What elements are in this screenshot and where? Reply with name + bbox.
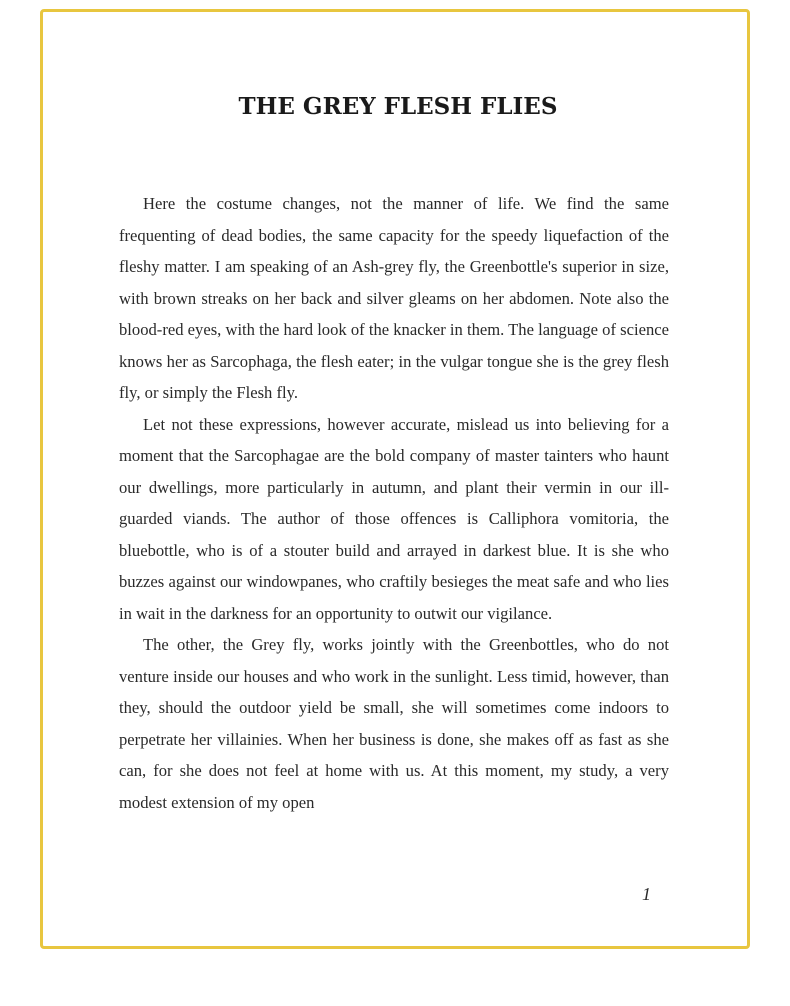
page-title: THE GREY FLESH FLIES <box>238 93 558 120</box>
paragraph-3: The other, the Grey fly, works jointly with the Greenbottles, who do not venture inside our houses and who work in the sunlight. Less timid, however, than they, should the outdoor yield be small, she will sometimes come indoors to perpetrate her villainies. When her business is done, she makes off as fast as she can, for she does not feel at home with us. At this moment, my study, a very modest extension of my open <box>119 635 669 812</box>
page-frame <box>40 9 750 949</box>
paragraph-1: Here the costume changes, not the manner of life. We find the same frequenting of dead bodies, the same capacity for the speedy liquefaction of the fleshy matter. I am speaking of an Ash-grey fly, the Greenbottle's superior in size, with brown streaks on her back and silver gleams on her abdomen. Note also the blood-red eyes, with the hard look of the knacker in them. The language of science knows her as Sarcophaga, the flesh eater; in the vulgar tongue she is the grey flesh fly, or simply the Flesh fly. <box>119 194 669 402</box>
page-number: 1 <box>642 884 651 904</box>
paragraph-2: Let not these expressions, however accurate, mislead us into believing for a moment that the Sarcophagae are the bold company of master tainters who haunt our dwellings, more particularly in autumn, and plant their vermin in our ill-guarded viands. The author of those offences is Calliphora vomitoria, the bluebottle, who is of a stouter build and arrayed in darkest blue. It is she who buzzes against our windowpanes, who craftily besieges the meat safe and who lies in wait in the darkness for an opportunity to outwit our vigilance. <box>119 414 669 623</box>
body-text <box>119 188 669 818</box>
